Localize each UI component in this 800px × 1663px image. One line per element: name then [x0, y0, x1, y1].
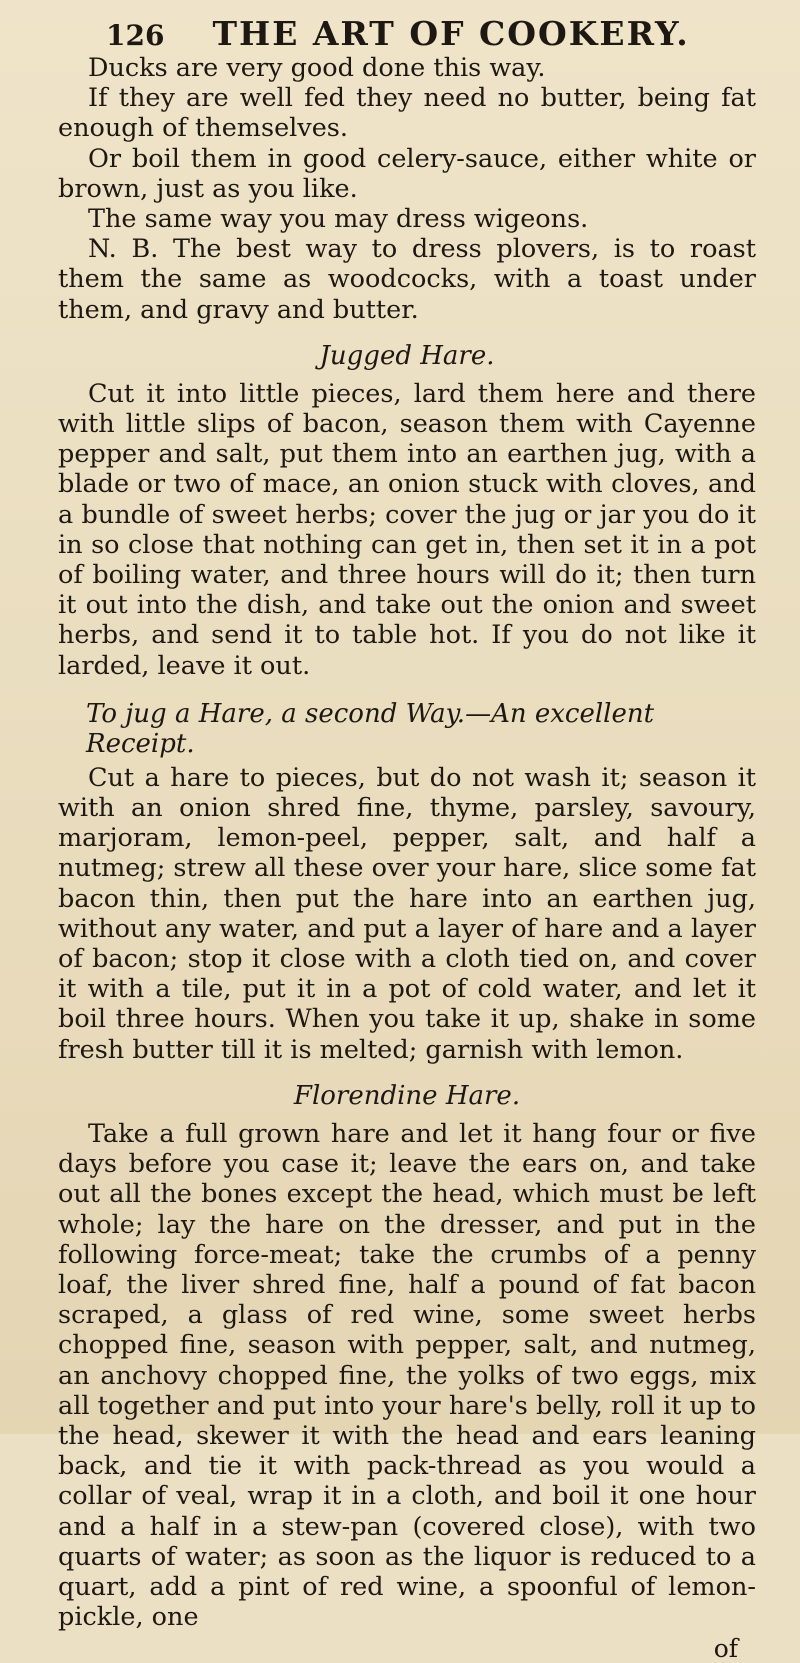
page-header: [106, 14, 756, 53]
florendine-text: Take a full grown hare and let it hang four or five days before you case it; leave the ears on, and take out all the bones except the head, which must be left whole; lay the hare on the dresser, and put in the following force-meat; take the crumbs of a penny loaf, the liver shred fine, half a pound of fat bacon scraped, a glass of red wine, some sweet herbs chopped fine, season with pepper, salt, and nutmeg, an anchovy chopped fine, the yolks of two eggs, mix all together and put into your hare's belly, roll it up to the head, skewer it with the head and ears leaning back, and tie it with pack-thread as you would a collar of veal, wrap it in a cloth, and boil it one hour and a half in a stew-pan (covered close), with two quarts of water; as soon as the liquor is reduced to a quart, add a pint of red wine, a spoonful of lemon-pickle, one: [58, 1118, 756, 1633]
second-way-heading: To jug a Hare, a second Way.—An excellent Receipt.: [86, 698, 655, 759]
ducks-paragraph-3: Or boil them in good celery-sauce, either white or brown, just as you like.: [58, 143, 756, 204]
page-number: 126: [106, 19, 165, 52]
second-way-text: Cut a hare to pieces, but do not wash it; season it with an onion shred fine, thyme, parsley, savoury, marjoram, lemon-peel, pepper, salt, and half a nutmeg; strew all these over your hare, slice some fat bacon thin, then put the hare into an earthen jug, without any water, and put a layer of hare and a layer of bacon; stop it close with a cloth tied on, and cover it with a tile, put it in a pot of cold water, and let it boil three hours. When you take it up, shake in some fresh butter till it is melted; garnish with lemon.: [58, 762, 756, 1065]
ducks-paragraph-4: The same way you may dress wigeons.: [88, 204, 589, 235]
running-title: THE ART OF COOKERY.: [212, 14, 690, 53]
ducks-paragraph-2: If they are well fed they need no butter, being fat enough of themselves.: [58, 83, 756, 144]
jugged-hare-heading: Jugged Hare.: [319, 340, 495, 371]
catchword: of: [713, 1634, 738, 1663]
ducks-paragraph-1: Ducks are very good done this way.: [88, 53, 546, 83]
ducks-paragraph-5: N. B. The best way to dress plovers, is to roast them the same as woodcocks, with a toast under them, and gravy and butter.: [58, 234, 756, 325]
jugged-hare-text: Cut it into little pieces, lard them here and there with little slips of bacon, season them with Cayenne pepper and salt, put them into an earthen jug, with a blade or two of mace, an onion stuck with cloves, and a bundle of sweet herbs; cover the jug or jar you do it in so close that nothing can get in, then set it in a pot of boiling water, and three hours will do it; then turn it out into the dish, and take out the onion and sweet herbs, and send it to table hot. If you do not like it larded, leave it out.: [58, 378, 756, 681]
florendine-heading: Florendine Hare.: [293, 1080, 521, 1111]
ducks-section: [58, 53, 756, 325]
